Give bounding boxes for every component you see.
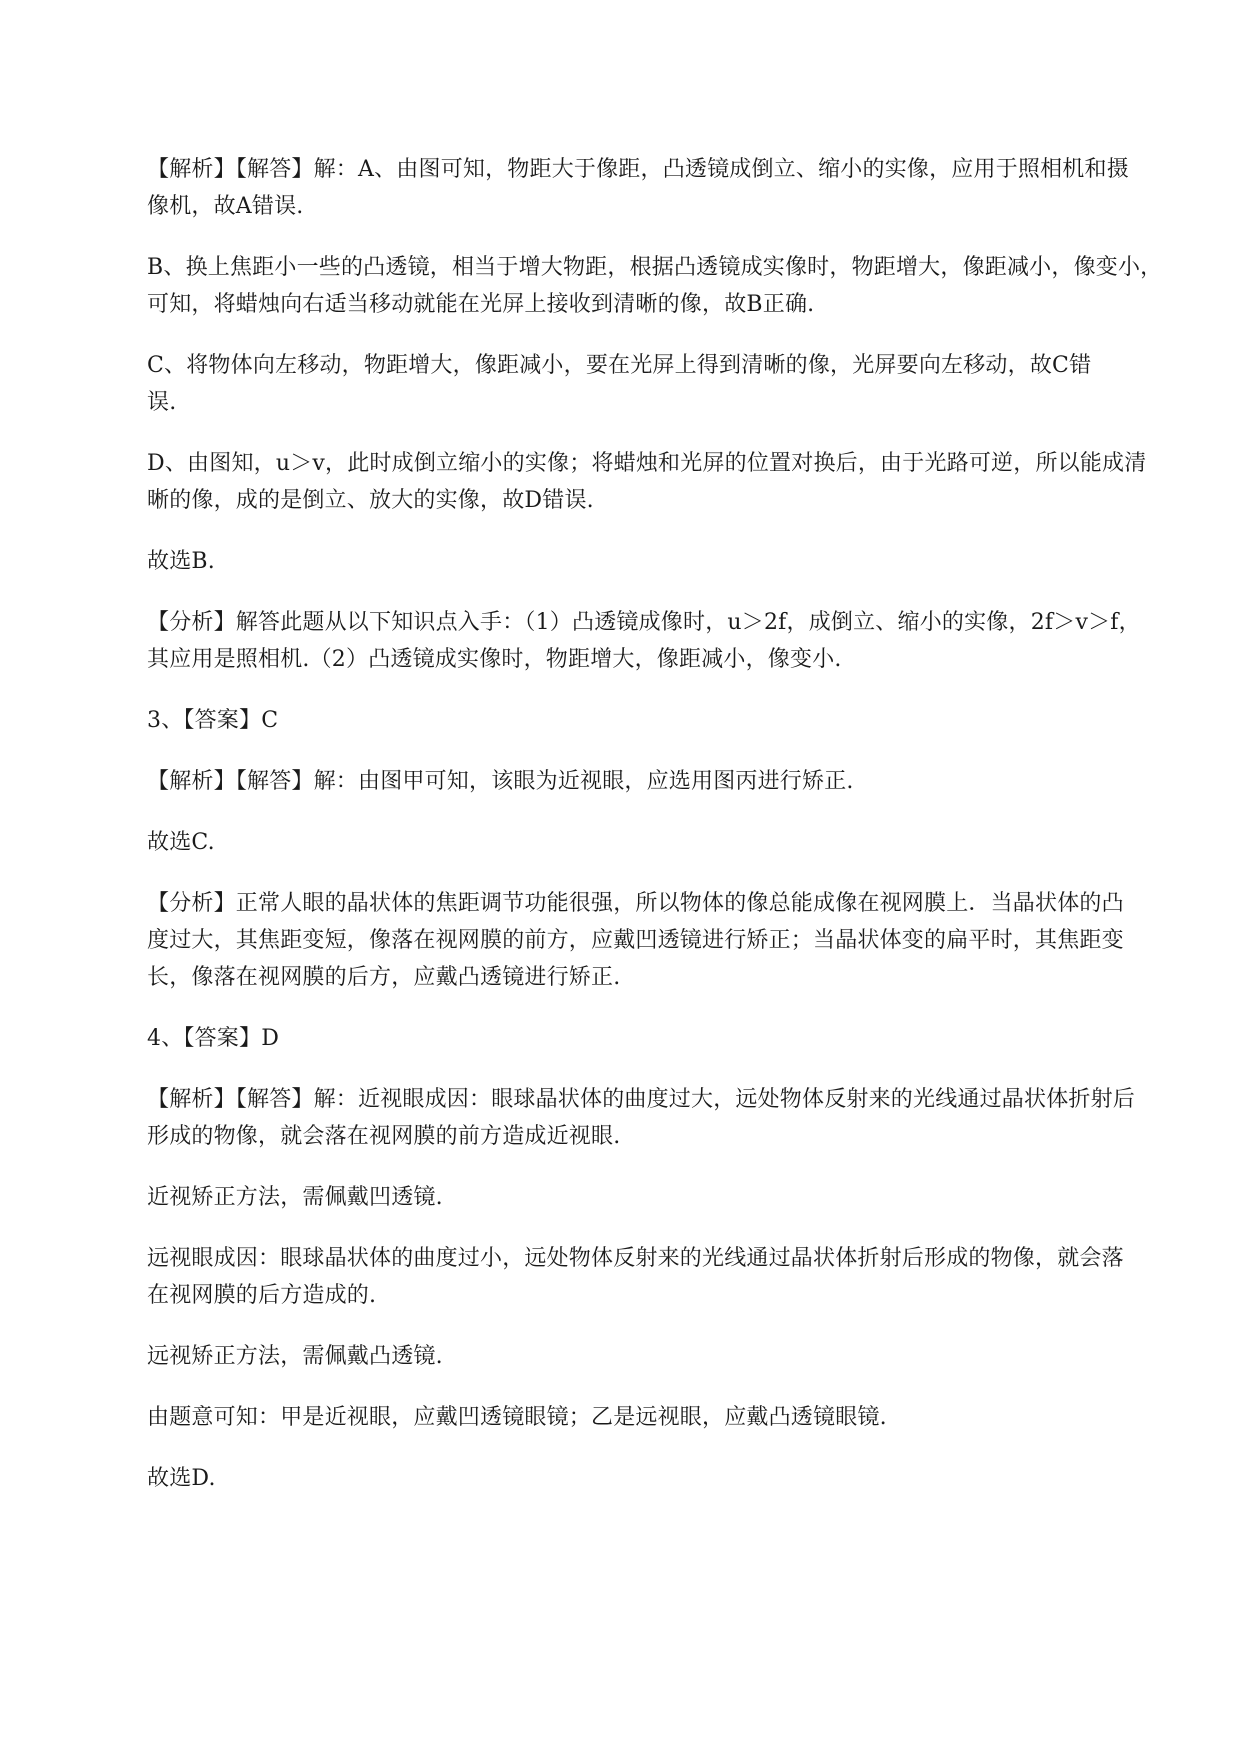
paragraph-14 xyxy=(147,1240,1147,1314)
text-line: 长，像落在视网膜的后方，应戴凸透镜进行矫正. xyxy=(147,965,621,990)
paragraph-1 xyxy=(147,151,1147,225)
text-line: B、换上焦距小一些的凸透镜，相当于增大物距，根据凸透镜成实像时，物距增大，像距减小，像变小， xyxy=(147,255,1163,280)
paragraph-6 xyxy=(147,604,1147,678)
text-line: 4、【答案】D xyxy=(147,1026,280,1051)
text-line: 3、【答案】C xyxy=(147,708,279,733)
text-line: 【解析】【解答】解：A、由图可知，物距大于像距，凸透镜成倒立、缩小的实像，应用于照相机和摄 xyxy=(147,157,1129,182)
text-line: 故选B. xyxy=(147,549,215,574)
paragraph-13 xyxy=(147,1179,1147,1216)
paragraph-12 xyxy=(147,1081,1147,1155)
text-line: 远视眼成因：眼球晶状体的曲度过小，远处物体反射来的光线通过晶状体折射后形成的物像，就会落 xyxy=(147,1246,1124,1271)
paragraph-8 xyxy=(147,763,1147,800)
answer-text-body xyxy=(147,151,1163,1521)
answer-heading-3 xyxy=(147,702,1147,739)
paragraph-16 xyxy=(147,1399,1147,1436)
paragraph-4 xyxy=(147,445,1147,519)
text-line: 故选D. xyxy=(147,1466,216,1491)
text-line: 近视矫正方法，需佩戴凹透镜. xyxy=(147,1185,443,1210)
text-line: 远视矫正方法，需佩戴凸透镜. xyxy=(147,1344,443,1369)
paragraph-9 xyxy=(147,824,1147,861)
text-line: 误. xyxy=(147,390,177,415)
text-line: C、将物体向左移动，物距增大，像距减小，要在光屏上得到清晰的像，光屏要向左移动，故C错 xyxy=(147,353,1092,378)
text-line: 由题意可知：甲是近视眼，应戴凹透镜眼镜；乙是远视眼，应戴凸透镜眼镜. xyxy=(147,1405,887,1430)
text-line: 形成的物像，就会落在视网膜的前方造成近视眼. xyxy=(147,1124,621,1149)
text-line: 度过大，其焦距变短，像落在视网膜的前方，应戴凹透镜进行矫正；当晶状体变的扁平时，其焦距变 xyxy=(147,928,1124,953)
paragraph-5 xyxy=(147,543,1147,580)
text-line: 晰的像，成的是倒立、放大的实像，故D错误. xyxy=(147,488,594,513)
text-line: 其应用是照相机.（2）凸透镜成实像时，物距增大，像距减小，像变小. xyxy=(147,647,842,672)
text-line: 【解析】【解答】解：近视眼成因：眼球晶状体的曲度过大，远处物体反射来的光线通过晶状体折射后 xyxy=(147,1087,1136,1112)
text-line: 【分析】正常人眼的晶状体的焦距调节功能很强，所以物体的像总能成像在视网膜上．当晶状体的凸 xyxy=(147,891,1124,916)
text-line: D、由图知，u＞v，此时成倒立缩小的实像；将蜡烛和光屏的位置对换后，由于光路可逆，所以能成清 xyxy=(147,451,1147,476)
text-line: 【解析】【解答】解：由图甲可知，该眼为近视眼，应选用图丙进行矫正. xyxy=(147,769,854,794)
text-line: 像机，故A错误. xyxy=(147,194,304,219)
paragraph-10 xyxy=(147,885,1147,996)
paragraph-2 xyxy=(147,249,1163,323)
text-line: 在视网膜的后方造成的. xyxy=(147,1283,377,1308)
text-line: 故选C. xyxy=(147,830,215,855)
paragraph-3 xyxy=(147,347,1147,421)
text-line: 【分析】解答此题从以下知识点入手：（1）凸透镜成像时，u＞2f，成倒立、缩小的实像，2f＞v＞f， xyxy=(147,610,1141,635)
paragraph-17 xyxy=(147,1460,1147,1497)
answer-heading-4 xyxy=(147,1020,1147,1057)
paragraph-15 xyxy=(147,1338,1147,1375)
text-line: 可知，将蜡烛向右适当移动就能在光屏上接收到清晰的像，故B正确. xyxy=(147,292,815,317)
